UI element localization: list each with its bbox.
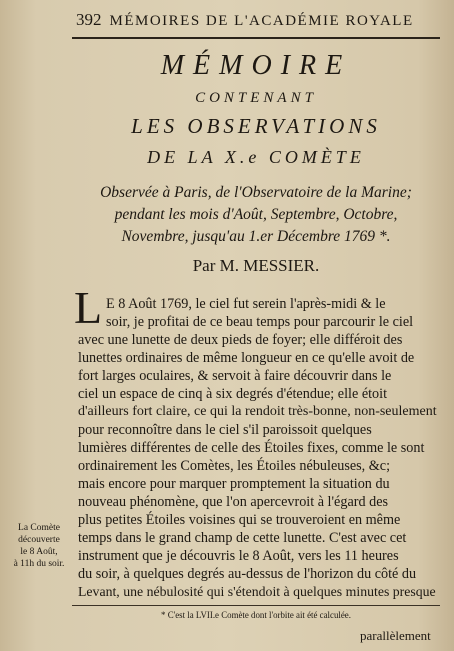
- subtitle-line: Novembre, jusqu'au 1.er Décembre 1769 *.: [121, 228, 391, 245]
- title-contenant: CONTENANT: [195, 90, 317, 106]
- title-comete: DE LA X.e COMÈTE: [147, 147, 365, 167]
- body-line: fort larges oculaires, & servoit à faire découvrir dans le: [78, 368, 392, 384]
- body-line: du soir, à quelques degrés au-dessus de l'horizon du côté du: [78, 566, 417, 582]
- subtitle-line: Observée à Paris, de l'Observatoire de la Marine;: [100, 184, 412, 201]
- body-line: Levant, une nébulosité qui s'étendoit à quelques minutes presque: [78, 584, 436, 599]
- title-observations: LES OBSERVATIONS: [131, 114, 381, 138]
- author-line: Par M. MESSIER.: [192, 256, 320, 275]
- subtitle-line: pendant les mois d'Août, Septembre, Octobre,: [114, 206, 398, 223]
- margin-note-line: La Comète: [18, 523, 60, 533]
- footnote-rule: [72, 605, 440, 606]
- running-header: [76, 10, 436, 32]
- margin-note-line: découverte: [18, 535, 60, 545]
- page-number: 392: [76, 10, 102, 29]
- header-rule: [72, 37, 440, 39]
- body-line: E 8 Août 1769, le ciel fut serein l'après-midi & le: [106, 296, 386, 312]
- drop-cap: L: [74, 282, 103, 333]
- body-line: nouveau phénomène, que l'on apercevroit à l'égard des: [78, 494, 389, 510]
- body-line: plus petites Étoiles voisines qui se trouveroient en même: [78, 512, 401, 528]
- subtitle-block: [72, 182, 440, 248]
- margin-note-line: le 8 Août,: [20, 547, 58, 557]
- body-line: temps dans le grand champ de cette lunette. C'est avec cet: [78, 530, 407, 546]
- memoir-title: MÉMOIRE: [160, 50, 352, 81]
- body-line: soir, je profitai de ce beau temps pour parcourir le ciel: [106, 314, 414, 330]
- body-line: lunettes ordinaires de même longueur en ce qu'elle avoit de: [78, 350, 415, 366]
- body-line: pour reconnoître dans le ciel s'il paroissoit quelques: [78, 422, 372, 438]
- catchword: parallèlement: [360, 628, 431, 643]
- footnote: * C'est la LVII.e Comète dont l'orbite ait été calculée.: [161, 610, 351, 620]
- body-line: ciel un espace de cinq à six degrés d'étendue; elle étoit: [78, 386, 388, 402]
- body-line: mais encore pour marquer promptement la situation du: [78, 476, 390, 492]
- running-title: MÉMOIRES DE L'ACADÉMIE ROYALE: [109, 13, 414, 29]
- margin-note: [4, 522, 74, 570]
- body-line: d'ailleurs fort claire, ce qui la rendoit très-bonne, non-seulement: [78, 404, 437, 419]
- margin-note-line: à 11h du soir.: [13, 559, 65, 569]
- body-line: avec une lunette de deux pieds de foyer; elle différoit des: [78, 332, 403, 348]
- body-line: lumières différentes de celle des Étoiles fixes, comme le sont: [78, 440, 425, 456]
- body-line: instrument que je découvris le 8 Août, vers les 11 heures: [78, 548, 399, 564]
- body-line: ordinairement les Comètes, les Étoiles nébuleuses, &c;: [78, 458, 391, 474]
